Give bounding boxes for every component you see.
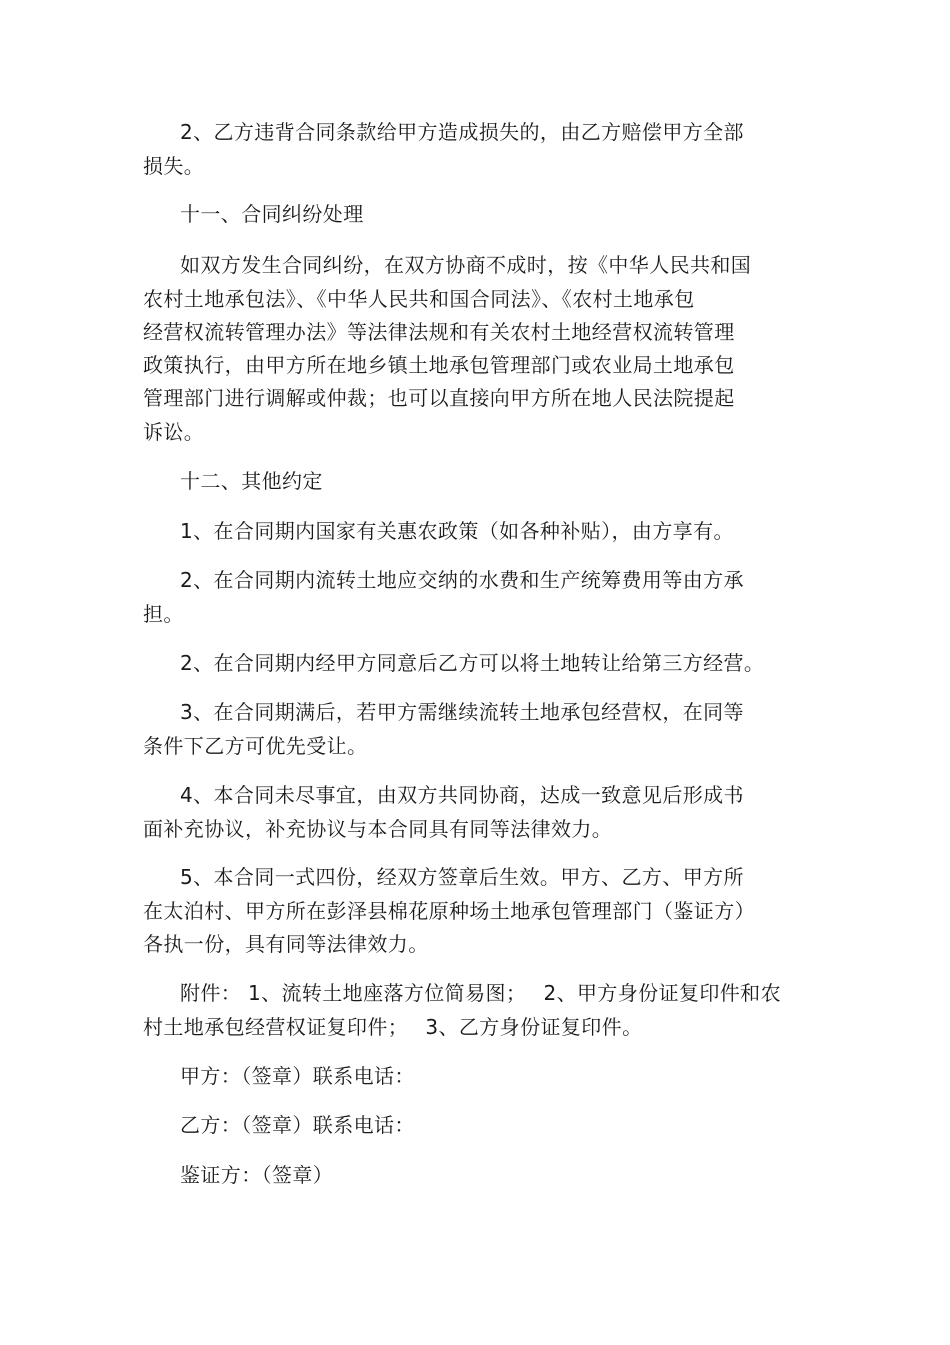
text-line: 政策执行，由甲方所在地乡镇土地承包管理部门或农业局土地承包: [143, 353, 735, 377]
text-line: 在太泊村、甲方所在彭泽县棉花原种场土地承包管理部门（鉴证方）: [143, 899, 755, 923]
heading-text: 十一、合同纠纷处理: [180, 202, 364, 226]
signature-line: 甲方：（签章）联系电话：: [180, 1064, 415, 1088]
text-line: 农村土地承包法》、《中华人民共和国合同法》、《农村土地承包: [143, 287, 695, 311]
text-line: 面补充协议，补充协议与本合同具有同等法律效力。: [143, 817, 613, 841]
text-line: 2、在合同期内经甲方同意后乙方可以将土地转让给第三方经营。: [180, 651, 765, 675]
text-line: 2、在合同期内流转土地应交纳的水费和生产统筹费用等由方承: [180, 568, 744, 592]
text-line: 1、在合同期内国家有关惠农政策（如各种补贴），由方享有。: [180, 519, 734, 543]
signature-line: 鉴证方：（签章）: [180, 1163, 334, 1187]
text-line: 2、乙方违背合同条款给甲方造成损失的，由乙方赔偿甲方全部: [180, 120, 744, 144]
text-line: 条件下乙方可优先受让。: [143, 734, 368, 758]
text-line: 附件： 1、流转土地座落方位简易图； 2、甲方身份证复印件和农: [180, 981, 781, 1005]
text-line: 经营权流转管理办法》等法律法规和有关农村土地经营权流转管理: [143, 320, 735, 344]
text-line: 村土地承包经营权证复印件； 3、乙方身份证复印件。: [143, 1015, 643, 1039]
text-line: 各执一份，具有同等法律效力。: [143, 932, 429, 956]
text-line: 3、在合同期满后，若甲方需继续流转土地承包经营权，在同等: [180, 700, 744, 724]
text-line: 损失。: [143, 154, 205, 178]
text-line: 4、本合同未尽事宜，由双方共同协商，达成一致意见后形成书: [180, 783, 744, 807]
text-line: 管理部门进行调解或仲裁；也可以直接向甲方所在地人民法院提起: [143, 386, 735, 410]
text-line: 担。: [143, 602, 184, 626]
text-line: 诉讼。: [143, 420, 205, 444]
text-line: 如双方发生合同纠纷，在双方协商不成时，按《中华人民共和国: [180, 253, 752, 277]
signature-line: 乙方：（签章）联系电话：: [180, 1113, 415, 1137]
heading-text: 十二、其他约定: [180, 469, 323, 493]
text-line: 5、本合同一式四份，经双方签章后生效。甲方、乙方、甲方所: [180, 865, 744, 889]
